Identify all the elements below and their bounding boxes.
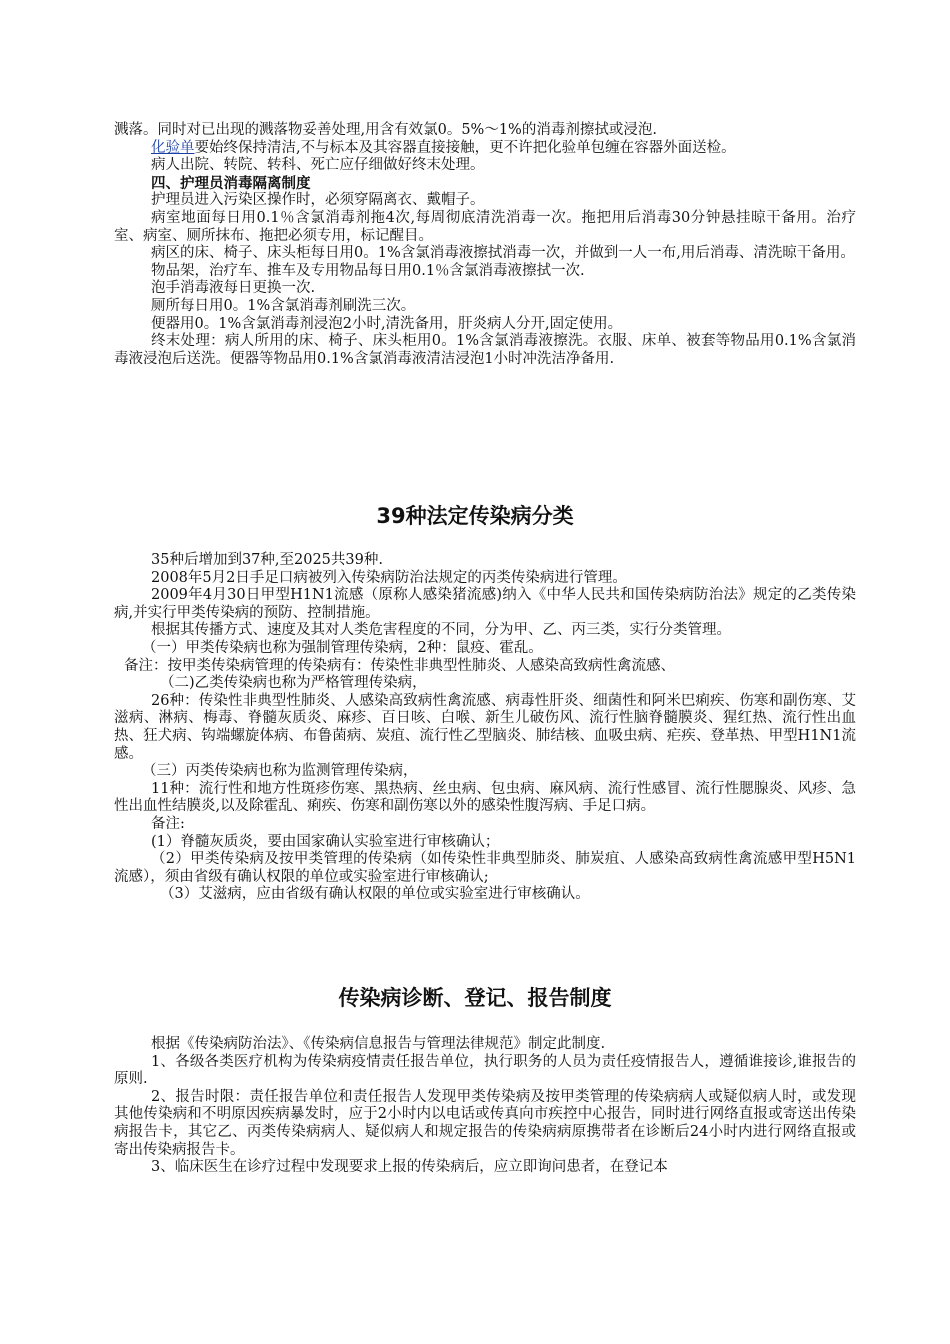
section-disease-classification [114,552,856,904]
paragraph: 根据《传染病防治法》、《传染病信息报告与管理法律规范》制定此制度. [151,1036,606,1052]
rule-item: 病区的床、椅子、床头柜每日用0。1%含氯消毒液擦拭消毒一次，并做到一人一布,用后消毒、清洗晾干备用。 [151,245,855,262]
class-c-line: （三）丙类传染病也称为监测管理传染病， [142,763,418,780]
paragraph: 2008年5月2日手足口病被列入传染病防治法规定的丙类传染病进行管理。 [151,569,627,586]
class-b-line: （二)乙类传染病也称为严格管理传染病， [160,675,427,692]
rule-item: 终末处理：病人所用的床、椅子、床头柜用0。1%含氯消毒液擦洗。衣服、床单、被套等物品用0.1%含氯消毒液浸泡后送洗。便器等物品用0.1%含氯消毒液清洁浸泡1小时冲洗洁净备用. [114,333,856,367]
remark-item: （2）甲类传染病及按甲类管理的传染病（如传染性非典型肺炎、肺炭疽、人感染高致病性禽流感甲型H5N1流感），须由省级有确认权限的单位或实验室进行审核确认; [114,851,856,885]
rule-item: 泡手消毒液每日更换一次. [151,280,316,297]
lab-sheet-link[interactable]: 化验单 [151,139,195,156]
paragraph: 35种后增加到37种,至2025共39种. [151,552,383,568]
rule-item: 厕所每日用0。1%含氯消毒剂刷洗三次。 [151,297,416,314]
rule-item: 护理员进入污染区操作时，必须穿隔离衣、戴帽子。 [151,192,485,209]
paragraph-text: 要始终保持清洁,不与标本及其容器直接接触，更不许把化验单包缠在容器外面送检。 [194,139,736,156]
remark-item: （3）艾滋病，应由省级有确认权限的单位或实验室进行审核确认。 [160,886,590,903]
paragraph: 病人出院、转院、转科、死亡应仔细做好终末处理。 [151,157,485,174]
paragraph-lab-sheet [114,140,856,158]
paragraph: 3、临床医生在诊疗过程中发现要求上报的传染病后，应立即询问患者，在登记本 [151,1159,668,1176]
section-heading: 四、护理员消毒隔离制度 [151,174,311,192]
section-disinfection-rules [114,122,856,368]
paragraph: 2、报告时限：责任报告单位和责任报告人发现甲类传染病及按甲类管理的传染病病人或疑似病人时，或发现其他传染病和不明原因疾病暴发时，应于2小时内以电话或传真向市疾控中心报告，同时进行网络直报或寄送出传染病报告卡，其它乙、丙类传染病病人、疑似病人和规定报告的传染病病原携带者在诊断后24小时内进行网络直报或寄出传染病报告卡。 [114,1088,856,1158]
remark-line: 备注：按甲类传染病管理的传染病有：传染性非典型性肺炎、人感染高致病性禽流感、 [124,657,675,674]
section-reporting-rules [114,1036,856,1177]
rule-item: 便器用0。1%含氯消毒剂浸泡2小时,清洗备用，肝炎病人分开,固定使用。 [151,315,623,332]
rule-item: 物品架，治疗车、推车及专用物品每日用0.1％含氯消毒液擦拭一次. [151,262,585,279]
section-title-reporting: 传染病诊断、登记、报告制度 [338,986,612,1010]
rule-item: 病室地面每日用0.1％含氯消毒剂拖4次,每周彻底清洗消毒一次。拖把用后消毒30分钟悬挂晾干备用。治疗室、病室、厕所抹布、拖把必须专用，标记醒目。 [114,209,856,244]
paragraph: 溅落。同时对已出现的溅落物妥善处理,用含有效氯0。5%～1%的消毒剂擦拭或浸泡. [114,122,657,138]
remark-label: 备注: [151,815,185,832]
class-c-list: 11种：流行性和地方性斑疹伤寒、黑热病、丝虫病、包虫病、麻风病、流行性感冒、流行性腮腺炎、风疹、急性出血性结膜炎,以及除霍乱、痢疾、伤寒和副伤寒以外的感染性腹泻病、手足口病。 [114,780,856,815]
remark-item: (1）脊髓灰质炎，要由国家确认实验室进行审核确认； [151,833,500,850]
paragraph: 1、各级各类医疗机构为传染病疫情责任报告单位，执行职务的人员为责任疫情报告人，遵循谁接诊,谁报告的原则. [114,1053,856,1088]
section-title-39-diseases: 39种法定传染病分类 [376,504,574,528]
class-b-list: 26种：传染性非典型性肺炎、人感染高致病性禽流感、病毒性肝炎、细菌性和阿米巴痢疾、伤寒和副伤寒、艾滋病、淋病、梅毒、脊髓灰质炎、麻疹、百日咳、白喉、新生儿破伤风、流行性脑脊髓膜炎、猩红热、流行性出血热、狂犬病、钩端螺旋体病、布鲁菌病、炭疽、流行性乙型脑炎、肺结核、血吸虫病、疟疾、登革热、甲型H1N1流感。 [114,692,856,762]
paragraph: 2009年4月30日甲型H1N1流感（原称人感染猪流感)纳入《中华人民共和国传染病防治法》规定的乙类传染病,并实行甲类传染病的预防、控制措施。 [114,587,856,621]
paragraph: 根据其传播方式、速度及其对人类危害程度的不同，分为甲、乙、丙三类，实行分类管理。 [151,622,731,639]
class-a-line: （一）甲类传染病也称为强制管理传染病，2种：鼠疫、霍乱。 [142,639,543,656]
